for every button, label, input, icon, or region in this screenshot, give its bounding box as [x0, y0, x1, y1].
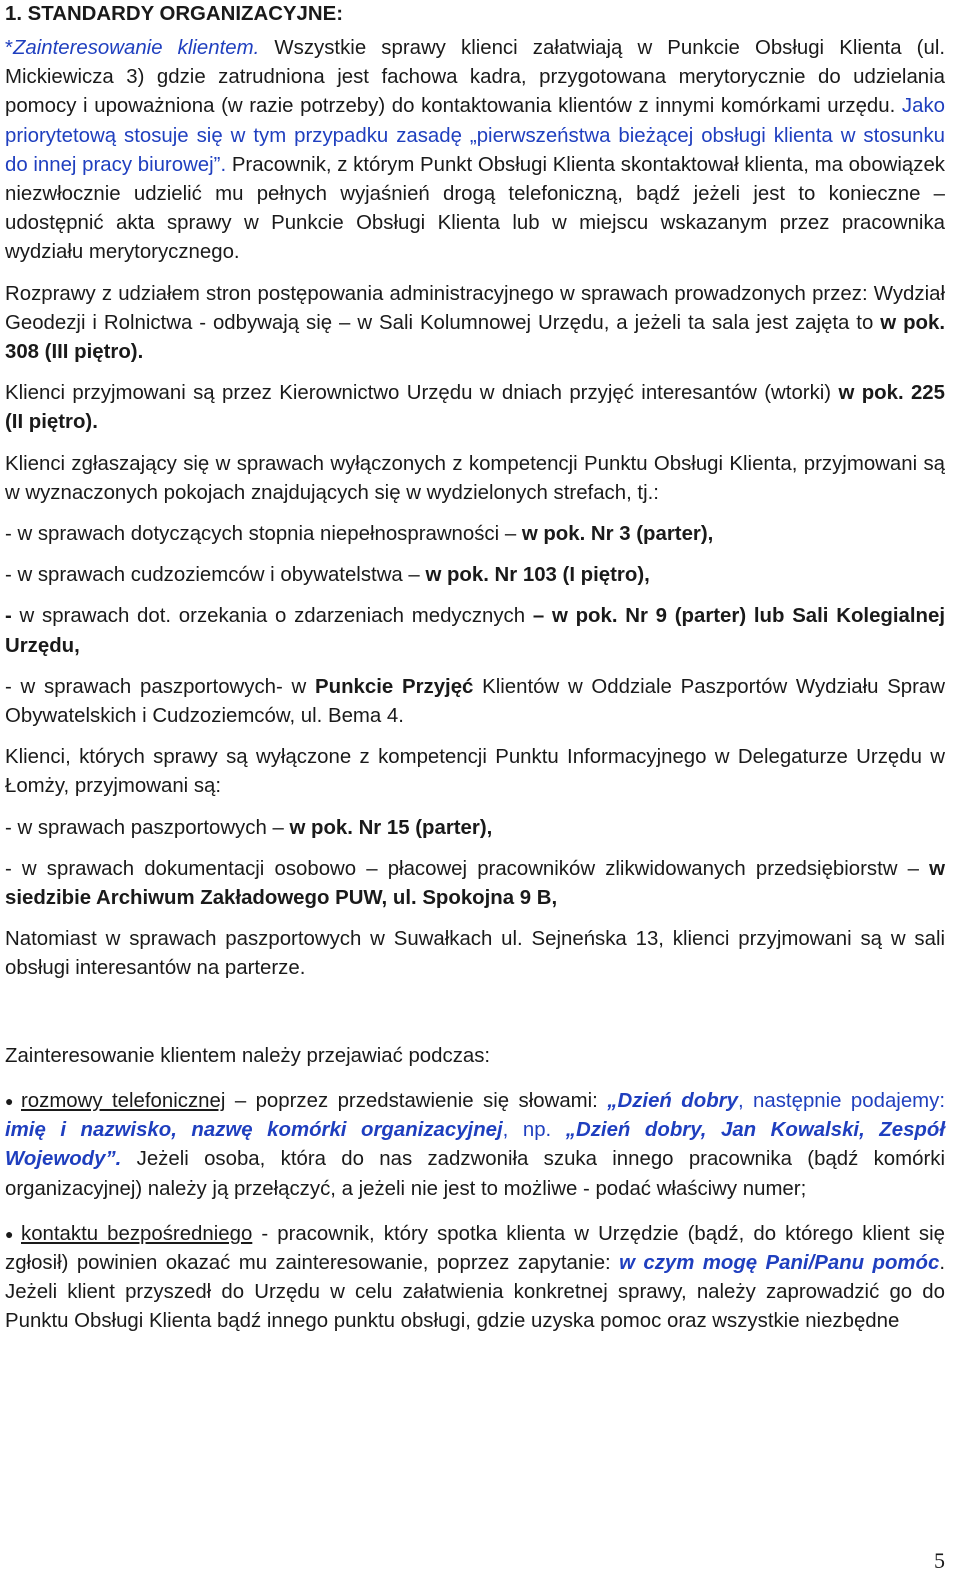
text: - w sprawach paszportowych- w: [5, 675, 316, 698]
text: Klienci przyjmowani są przez Kierownictwo Urzędu w dniach przyjęć interesantów (wtorki): [5, 382, 839, 405]
paragraph-suwalki: Natomiast w sprawach paszportowych w Suwałkach ul. Sejneńska 13, klienci przyjmowani są w sali obsługi interesantów na parterze.: [5, 928, 945, 980]
text: . Jeżeli klient przyszedł do Urzędu w celu załatwienia konkretnej sprawy, należy zaprowadzić go do Punktu Obsługi Klienta bądź innego punktu obsługi, gdzie uzyska pomoc oraz wszystkie niezbędne: [5, 1251, 945, 1333]
list-item: [5, 561, 945, 590]
list-item: [5, 602, 945, 660]
text-bold: w pok. Nr 15 (parter),: [289, 816, 493, 839]
list-item: [5, 673, 945, 731]
star-marker: *: [5, 37, 13, 59]
text-bold: Punkcie Przyjęć: [315, 675, 474, 698]
list-item: [5, 814, 945, 843]
text-blue: , np.: [502, 1119, 566, 1142]
bullet-item-telefon: [5, 1087, 945, 1204]
text-blue-bold-italic: w czym mogę Pani/Panu pomóc: [619, 1251, 940, 1274]
text: Jeżeli osoba, która do nas zadzwoniła szuka innego pracownika (bądź komórki organizacyjnej) należy ją przełączyć, a jeżeli nie jest to możliwe - podać właściwy numer;: [5, 1148, 945, 1200]
paragraph-kierownictwo: [5, 379, 945, 437]
text-blue: , następnie podajemy:: [737, 1089, 946, 1112]
text-bold: w pok. 308 (III piętro).: [5, 311, 945, 364]
paragraph-lomza: Klienci, których sprawy są wyłączone z kompetencji Punktu Informacyjnego w Delegaturze Urzędu w Łomży, przyjmowani są:: [5, 746, 945, 798]
paragraph-przejawiac: Zainteresowanie klientem należy przejawiać podczas:: [5, 1044, 491, 1067]
text-bold: w pok. Nr 3 (parter),: [521, 523, 714, 546]
bullet-icon: ●: [5, 1092, 14, 1109]
text: - w sprawach dotyczących stopnia niepełnosprawności –: [5, 523, 522, 546]
text: – poprzez przedstawienie się słowami:: [225, 1089, 608, 1112]
text: Klientów w Oddziale Paszportów Wydziału Spraw Obywatelskich i Cudzoziemców, ul. Bema 4.: [5, 675, 945, 728]
text: Pracownik, z którym Punkt Obsługi Klienta skontaktował klienta, ma obowiązek niezwłocznie udzielić mu pełnych wyjaśnień drogą telefoniczną, bądź jeżeli jest to konieczne – udostępnić akta sprawy w Punkcie Obsługi Klienta lub w miejscu wskazanym przez pracownika wydziału merytorycznego.: [5, 153, 945, 264]
text-bold: w siedzibie Archiwum Zakładowego PUW, ul. Spokojna 9 B,: [5, 857, 945, 910]
list-item: [5, 520, 945, 549]
text-blue: Jako priorytetową stosuje się w tym przypadku zasadę „pierwszeństwa bieżącej obsługi klienta w stosunku do innej pracy biurowej”.: [5, 95, 945, 176]
text-blue-bold-italic: imię i nazwisko, nazwę komórki organizacyjnej: [5, 1119, 503, 1142]
bullet-item-kontakt: [5, 1220, 945, 1337]
bullet-icon: ●: [5, 1225, 14, 1242]
page-number: 5: [934, 1548, 945, 1573]
lead-title: Zainteresowanie klientem.: [12, 37, 260, 59]
section-heading: 1. STANDARDY ORGANIZACYJNE:: [5, 3, 343, 25]
text-blue-bold-italic: „Dzień dobry: [607, 1089, 738, 1112]
text-bold: -: [5, 605, 20, 628]
text: - w sprawach cudzoziemców i obywatelstwa –: [5, 564, 426, 587]
text: Rozprawy z udziałem stron postępowania administracyjnego w sprawach prowadzonych przez: Wydział Geodezji i Rolnictwa - odbywają się – w Sali Kolumnowej Urzędu, a jeżeli ta sala jest zajęta to: [5, 282, 945, 334]
text-bold: – w pok. Nr 9 (parter) lub Sali Kolegialnej Urzędu,: [5, 605, 945, 657]
text: Wszystkie sprawy klienci załatwiają w Punkcie Obsługi Klienta (ul. Mickiewicza 3) gdzie zatrudniona jest fachowa kadra, przygotowana merytorycznie do udzielania pomocy i upoważniona (w razie potrzeby) do kontaktowania klientów z innymi komórkami urzędu.: [5, 37, 946, 118]
bullet-text: [5, 1087, 945, 1204]
text-bold: w pok. Nr 103 (I piętro),: [425, 564, 650, 587]
text: - w sprawach dokumentacji osobowo – płacowej pracowników zlikwidowanych przedsiębiorstw –: [5, 857, 930, 880]
bullet-text: [5, 1220, 945, 1337]
paragraph-wylaczone: Klienci zgłaszający się w sprawach wyłączonych z kompetencji Punktu Obsługi Klienta, przyjmowani są w wyznaczonych pokojach znajdujących się w wydzielonych strefach, tj.:: [5, 452, 945, 504]
text-underlined: rozmowy telefonicznej: [21, 1089, 226, 1112]
paragraph-rozprawy: [5, 280, 945, 368]
text-underlined: kontaktu bezpośredniego: [21, 1222, 253, 1245]
text: w sprawach dot. orzekania o zdarzeniach medycznych: [19, 605, 533, 628]
document-page: [5, 0, 945, 1337]
paragraph-zainteresowanie: [5, 34, 945, 268]
text: - w sprawach paszportowych –: [5, 816, 290, 839]
text-blue-bold-italic: „Dzień dobry, Jan Kowalski, Zespół Wojewody”.: [5, 1119, 945, 1171]
text: - pracownik, który spotka klienta w Urzędzie (bądź, do którego klient się zgłosił) powinien okazać mu zainteresowanie, poprzez zapytanie:: [5, 1222, 945, 1274]
list-item: [5, 855, 945, 913]
text-bold: w pok. 225 (II piętro).: [5, 382, 945, 434]
